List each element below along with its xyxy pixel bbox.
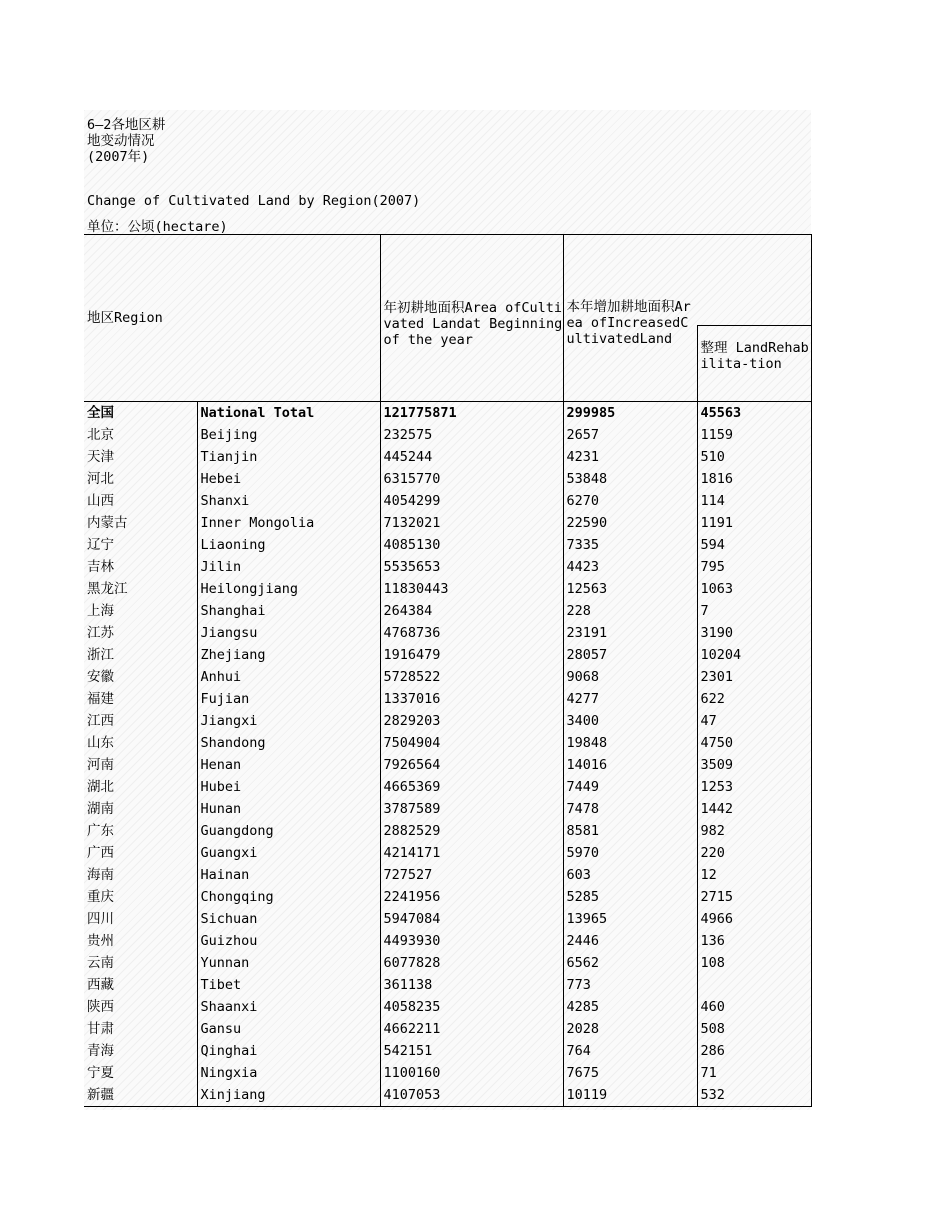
region-name-english: Guizhou: [197, 930, 380, 952]
land-rehabilitation-value: 10204: [697, 644, 811, 666]
area-increased-value: 3400: [563, 710, 697, 732]
region-name-chinese: 辽宁: [87, 537, 114, 553]
area-beginning-value: 4058235: [380, 996, 563, 1018]
area-beginning-value: 4107053: [380, 1084, 563, 1107]
region-name-chinese: 西藏: [87, 977, 114, 993]
land-rehabilitation-value: 594: [697, 534, 811, 556]
area-beginning-value: 4768736: [380, 622, 563, 644]
area-increased-value: 5970: [563, 842, 697, 864]
table-row: [84, 1040, 811, 1062]
area-increased-value: 22590: [563, 512, 697, 534]
table-row: [84, 446, 811, 468]
land-rehabilitation-value: 136: [697, 930, 811, 952]
region-name-english: Inner Mongolia: [197, 512, 380, 534]
region-name-english: Beijing: [197, 424, 380, 446]
area-increased-value: 7335: [563, 534, 697, 556]
table-row: [84, 864, 811, 886]
area-increased-value: 2657: [563, 424, 697, 446]
region-name-chinese: 海南: [87, 867, 114, 883]
table-row: [84, 512, 811, 534]
area-increased-value: 19848: [563, 732, 697, 754]
region-name-chinese: 河北: [87, 471, 114, 487]
header-region: 地区Region: [84, 235, 380, 402]
table-row: [84, 490, 811, 512]
area-beginning-value: 542151: [380, 1040, 563, 1062]
area-increased-value: 7449: [563, 776, 697, 798]
land-rehabilitation-value: 7: [697, 600, 811, 622]
region-name-chinese: 江苏: [87, 625, 114, 641]
table-row: [84, 754, 811, 776]
land-rehabilitation-value: 1159: [697, 424, 811, 446]
area-beginning-value: 1337016: [380, 688, 563, 710]
area-increased-value: 4277: [563, 688, 697, 710]
area-increased-value: 8581: [563, 820, 697, 842]
region-name-chinese: 浙江: [87, 647, 114, 663]
region-name-english: Tianjin: [197, 446, 380, 468]
table-row: [84, 556, 811, 578]
table-row: [84, 688, 811, 710]
region-name-chinese: 新疆: [84, 1084, 197, 1107]
region-name-chinese: 广东: [87, 823, 114, 839]
area-increased-value: 4423: [563, 556, 697, 578]
area-beginning-value: 445244: [380, 446, 563, 468]
area-beginning-value: 4662211: [380, 1018, 563, 1040]
land-rehabilitation-value: 45563: [697, 402, 811, 425]
area-increased-value: 6270: [563, 490, 697, 512]
table-row: [84, 1062, 811, 1084]
area-increased-value: 4285: [563, 996, 697, 1018]
region-name-chinese: 吉林: [87, 559, 114, 575]
land-rehabilitation-value: 114: [697, 490, 811, 512]
region-name-english: Shaanxi: [197, 996, 380, 1018]
region-name-chinese: 全国: [87, 405, 114, 421]
table-row: [84, 798, 811, 820]
region-name-english: Jiangsu: [197, 622, 380, 644]
area-increased-value: 2446: [563, 930, 697, 952]
land-rehabilitation-value: 3509: [697, 754, 811, 776]
area-increased-value: 299985: [563, 402, 697, 425]
land-rehabilitation-value: 532: [697, 1084, 811, 1107]
land-rehabilitation-value: 286: [697, 1040, 811, 1062]
region-name-english: Anhui: [197, 666, 380, 688]
area-increased-value: 5285: [563, 886, 697, 908]
region-name-english: Shanghai: [197, 600, 380, 622]
land-rehabilitation-value: 1442: [697, 798, 811, 820]
table-title-chinese: 6—2各地区耕 地变动情况 (2007年): [87, 117, 166, 165]
land-rehabilitation-value: 220: [697, 842, 811, 864]
table-row: [84, 424, 811, 446]
area-beginning-value: 4214171: [380, 842, 563, 864]
region-name-chinese: 陕西: [87, 999, 114, 1015]
land-rehabilitation-value: 2715: [697, 886, 811, 908]
land-rehabilitation-value: 460: [697, 996, 811, 1018]
land-rehabilitation-value: 622: [697, 688, 811, 710]
table-row: [84, 402, 811, 425]
region-name-chinese: 贵州: [87, 933, 114, 949]
region-name-chinese: 湖南: [87, 801, 114, 817]
region-name-chinese: 山东: [87, 735, 114, 751]
land-rehabilitation-value: 108: [697, 952, 811, 974]
area-beginning-value: 2829203: [380, 710, 563, 732]
region-name-english: Gansu: [197, 1018, 380, 1040]
table-row: [84, 930, 811, 952]
area-increased-value: 28057: [563, 644, 697, 666]
region-name-english: National Total: [197, 402, 380, 425]
unit-label: 单位：公顷(hectare): [87, 219, 228, 235]
region-name-english: Henan: [197, 754, 380, 776]
land-rehabilitation-value: 982: [697, 820, 811, 842]
area-beginning-value: 6077828: [380, 952, 563, 974]
region-name-english: Jiangxi: [197, 710, 380, 732]
region-name-english: Guangdong: [197, 820, 380, 842]
table-row: [84, 1018, 811, 1040]
area-beginning-value: 4085130: [380, 534, 563, 556]
area-increased-value: 773: [563, 974, 697, 996]
region-name-english: Ningxia: [197, 1062, 380, 1084]
area-beginning-value: 6315770: [380, 468, 563, 490]
area-increased-value: 7478: [563, 798, 697, 820]
region-name-chinese: 北京: [87, 427, 114, 443]
area-beginning-value: 7504904: [380, 732, 563, 754]
table-row: [84, 600, 811, 622]
region-name-english: Hunan: [197, 798, 380, 820]
area-beginning-value: 5535653: [380, 556, 563, 578]
region-name-english: Shandong: [197, 732, 380, 754]
table-row: [84, 952, 811, 974]
header-land-rehabilitation: 整理 LandRehabilita-tion: [697, 326, 811, 402]
area-beginning-value: 2241956: [380, 886, 563, 908]
area-increased-value: 6562: [563, 952, 697, 974]
region-name-chinese: 云南: [87, 955, 114, 971]
region-name-english: Hebei: [197, 468, 380, 490]
area-beginning-value: 727527: [380, 864, 563, 886]
land-rehabilitation-value: 1063: [697, 578, 811, 600]
region-name-english: Zhejiang: [197, 644, 380, 666]
region-name-english: Sichuan: [197, 908, 380, 930]
table-row: [84, 996, 811, 1018]
region-name-chinese: 黑龙江: [87, 581, 128, 597]
region-name-chinese: 宁夏: [87, 1065, 114, 1081]
region-name-chinese: 广西: [87, 845, 114, 861]
table-row: [84, 534, 811, 556]
region-name-chinese: 重庆: [87, 889, 114, 905]
region-name-chinese: 青海: [87, 1043, 114, 1059]
area-beginning-value: 232575: [380, 424, 563, 446]
land-rehabilitation-value: 4750: [697, 732, 811, 754]
area-beginning-value: 121775871: [380, 402, 563, 425]
table-row: [84, 710, 811, 732]
table-row: [84, 1084, 811, 1107]
area-beginning-value: 1100160: [380, 1062, 563, 1084]
region-name-chinese: 福建: [87, 691, 114, 707]
region-name-english: Yunnan: [197, 952, 380, 974]
region-name-english: Hubei: [197, 776, 380, 798]
area-beginning-value: 3787589: [380, 798, 563, 820]
area-increased-value: 23191: [563, 622, 697, 644]
region-name-chinese: 山西: [87, 493, 114, 509]
table-row: [84, 974, 811, 996]
land-rehabilitation-value: 1816: [697, 468, 811, 490]
region-name-chinese: 内蒙古: [87, 515, 128, 531]
table-row: [84, 578, 811, 600]
land-rehabilitation-value: 12: [697, 864, 811, 886]
area-increased-value: 228: [563, 600, 697, 622]
region-name-english: Jilin: [197, 556, 380, 578]
area-beginning-value: 7926564: [380, 754, 563, 776]
area-increased-value: 12563: [563, 578, 697, 600]
land-rehabilitation-value: [697, 974, 811, 996]
header-area-beginning-of-year: 年初耕地面积Area ofCultivated Landat Beginningof the year: [380, 235, 563, 402]
area-increased-value: 7675: [563, 1062, 697, 1084]
area-beginning-value: 361138: [380, 974, 563, 996]
area-beginning-value: 4665369: [380, 776, 563, 798]
table-row: [84, 908, 811, 930]
region-name-english: Qinghai: [197, 1040, 380, 1062]
area-beginning-value: 4054299: [380, 490, 563, 512]
region-name-chinese: 河南: [87, 757, 114, 773]
region-name-english: Hainan: [197, 864, 380, 886]
land-rehabilitation-value: 795: [697, 556, 811, 578]
area-beginning-value: 5728522: [380, 666, 563, 688]
area-increased-value: 14016: [563, 754, 697, 776]
region-name-chinese: 安徽: [87, 669, 114, 685]
table-row: [84, 776, 811, 798]
land-rehabilitation-value: 508: [697, 1018, 811, 1040]
area-increased-value: 764: [563, 1040, 697, 1062]
land-rehabilitation-value: 2301: [697, 666, 811, 688]
region-name-english: Guangxi: [197, 842, 380, 864]
table-row: [84, 644, 811, 666]
area-increased-value: 4231: [563, 446, 697, 468]
area-beginning-value: 5947084: [380, 908, 563, 930]
table-row: [84, 886, 811, 908]
region-name-english: Chongqing: [197, 886, 380, 908]
area-increased-value: 2028: [563, 1018, 697, 1040]
land-rehabilitation-value: 47: [697, 710, 811, 732]
region-name-chinese: 甘肃: [87, 1021, 114, 1037]
area-beginning-value: 11830443: [380, 578, 563, 600]
table-row: [84, 666, 811, 688]
area-beginning-value: 2882529: [380, 820, 563, 842]
land-rehabilitation-value: 510: [697, 446, 811, 468]
header-area-increased: 本年增加耕地面积Area ofIncreasedCultivatedLand: [566, 299, 691, 348]
header-area-increased-group: [563, 235, 811, 348]
area-beginning-value: 4493930: [380, 930, 563, 952]
table-row: [84, 842, 811, 864]
table-row: [84, 732, 811, 754]
table-title-english: Change of Cultivated Land by Region(2007): [87, 193, 421, 209]
region-name-chinese: 四川: [87, 911, 114, 927]
land-rehabilitation-value: 71: [697, 1062, 811, 1084]
land-rehabilitation-value: 3190: [697, 622, 811, 644]
area-increased-value: 53848: [563, 468, 697, 490]
area-beginning-value: 7132021: [380, 512, 563, 534]
area-beginning-value: 1916479: [380, 644, 563, 666]
region-name-english: Liaoning: [197, 534, 380, 556]
region-name-english: Shanxi: [197, 490, 380, 512]
table-row: [84, 820, 811, 842]
land-rehabilitation-value: 4966: [697, 908, 811, 930]
region-name-english: Tibet: [197, 974, 380, 996]
region-name-chinese: 上海: [87, 603, 114, 619]
area-increased-value: 10119: [563, 1084, 697, 1107]
area-increased-value: 603: [563, 864, 697, 886]
table-row: [84, 468, 811, 490]
region-name-english: Fujian: [197, 688, 380, 710]
cultivated-land-table: [84, 234, 812, 1107]
area-beginning-value: 264384: [380, 600, 563, 622]
land-rehabilitation-value: 1191: [697, 512, 811, 534]
area-increased-value: 13965: [563, 908, 697, 930]
region-name-chinese: 天津: [87, 449, 114, 465]
table-row: [84, 622, 811, 644]
region-name-english: Xinjiang: [197, 1084, 380, 1107]
region-name-chinese: 江西: [87, 713, 114, 729]
region-name-chinese: 湖北: [87, 779, 114, 795]
region-name-english: Heilongjiang: [197, 578, 380, 600]
land-rehabilitation-value: 1253: [697, 776, 811, 798]
area-increased-value: 9068: [563, 666, 697, 688]
